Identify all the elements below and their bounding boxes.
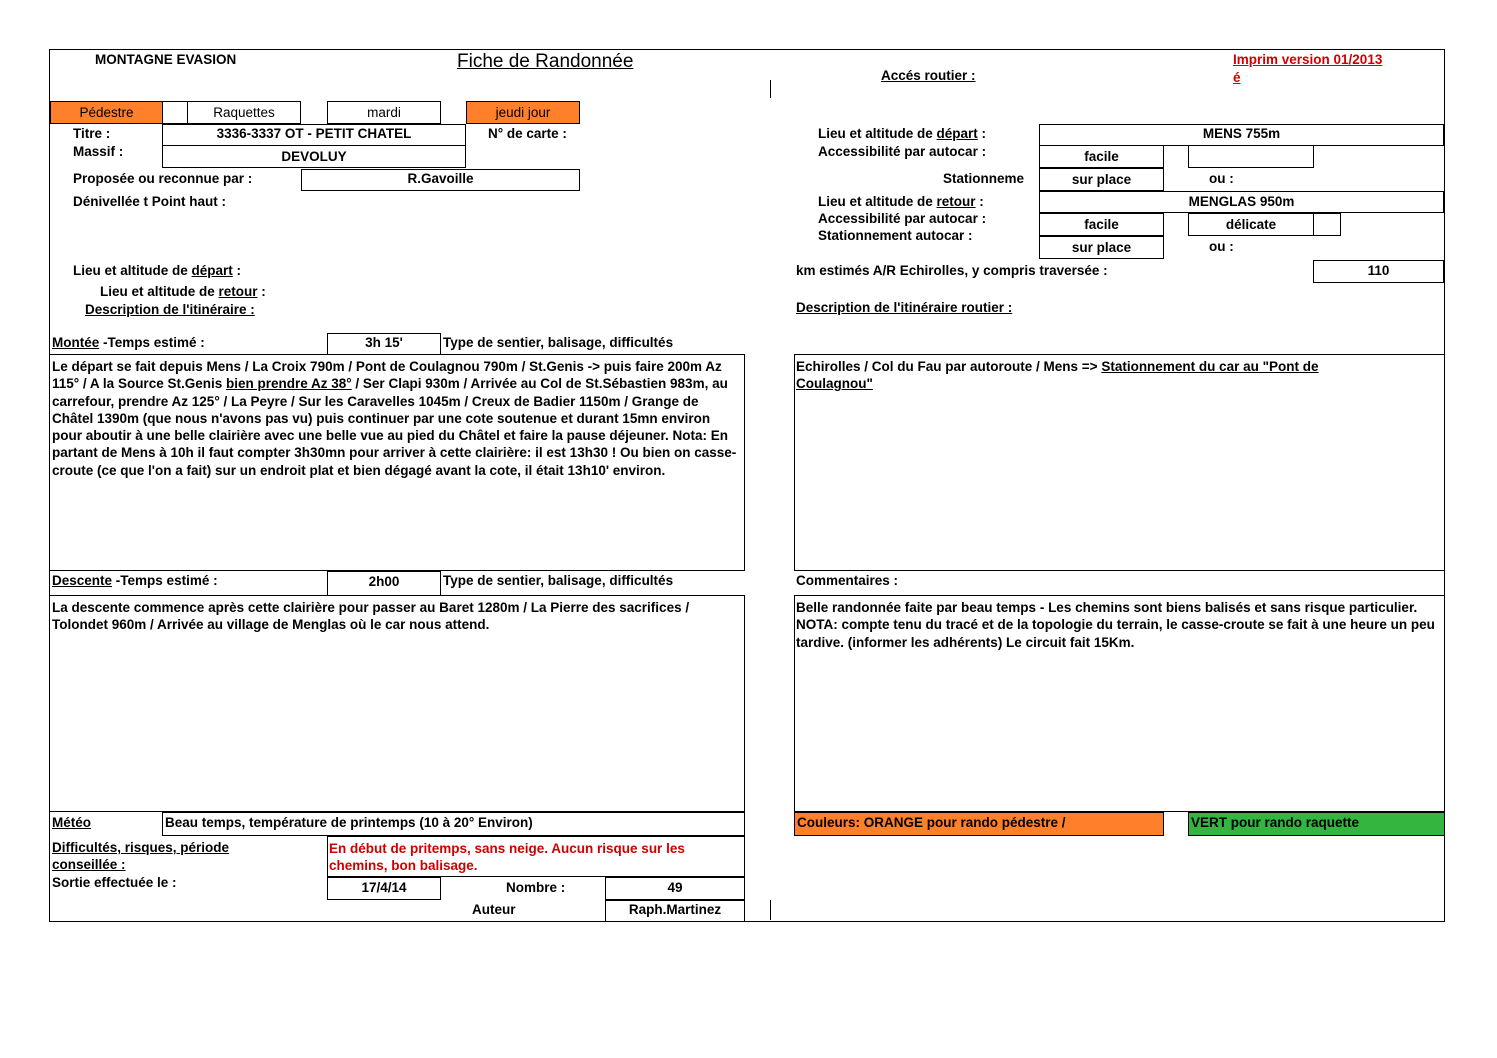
- descente-time: 2h00: [327, 571, 441, 596]
- massif-value: DEVOLUY: [162, 145, 466, 168]
- massif-label: Massif :: [73, 144, 124, 159]
- meteo-value: Beau temps, température de printemps (10 à 20° Environ): [162, 812, 745, 836]
- pedestre-check: [162, 101, 188, 124]
- right-depart-label: Lieu et altitude de départ :: [818, 126, 987, 141]
- page-title: Fiche de Randonnée: [457, 51, 634, 72]
- couleurs-orange: Couleurs: ORANGE pour rando pédestre /: [794, 812, 1164, 836]
- commentaires-label: Commentaires :: [796, 573, 899, 588]
- pedestre-cell: Pédestre: [50, 101, 163, 124]
- descente-text: La descente commence après cette clairière pour passer au Baret 1280m / La Pierre des sacrifices / Tolondet 960m / Arrivée au village de Menglas où le car nous attend.: [52, 600, 690, 633]
- access2-value2: délicate: [1188, 213, 1314, 236]
- version-line-2: é: [1233, 70, 1241, 85]
- access2-value: facile: [1039, 213, 1164, 236]
- difficultes-label-2: conseillée :: [52, 857, 126, 872]
- access1-empty: [1188, 145, 1314, 168]
- desc-itineraire-label: Description de l'itinéraire :: [85, 302, 255, 317]
- commentaires-text: Belle randonnée faite par beau temps - Les chemins sont biens balisés et sans risque particulier. NOTA: compte tenu du tracé et de la topologie du terrain, le casse-croute se fait à une heure un peu tardive. (informer les adhérents) Le circuit fait 15Km.: [796, 600, 1435, 650]
- km-value: 110: [1313, 260, 1444, 283]
- right-retour-value: MENGLAS 950m: [1039, 191, 1444, 213]
- version-line-1: Imprim version 01/2013: [1233, 52, 1383, 67]
- nombre-value: 49: [605, 877, 745, 900]
- meteo-label: Météo: [52, 815, 92, 830]
- couleurs-green: VERT pour rando raquette: [1188, 812, 1445, 836]
- stationnement1-label: Stationneme: [943, 171, 1025, 186]
- descente-label: Descente -Temps estimé :: [52, 573, 218, 588]
- sortie-date: 17/4/14: [327, 877, 441, 900]
- acces-routier-heading: Accés routier :: [881, 68, 976, 83]
- titre-label: Titre :: [73, 126, 111, 141]
- lieu-depart-label: Lieu et altitude de départ :: [73, 263, 242, 278]
- right-retour-label: Lieu et altitude de retour :: [818, 194, 984, 209]
- club-name: MONTAGNE EVASION: [95, 52, 237, 67]
- lieu-retour-label: Lieu et altitude de retour :: [100, 284, 266, 299]
- stationnement1-value: sur place: [1039, 168, 1164, 191]
- auteur-value: Raph.Martinez: [605, 900, 745, 922]
- right-depart-value: MENS 755m: [1039, 124, 1444, 146]
- access2-label: Accessibilité par autocar :: [818, 211, 987, 226]
- header-separator: [770, 80, 771, 98]
- difficultes-value: En début de pritemps, sans neige. Aucun risque sur les chemins, bon balisage.: [329, 841, 685, 874]
- routier-text: Echirolles / Col du Fau par autoroute / Mens => Stationnement du car au "Pont de Coulagnou": [796, 359, 1319, 392]
- footer-separator: [770, 900, 771, 920]
- descente-type: Type de sentier, balisage, difficultés: [443, 573, 674, 588]
- stationnement2-value: sur place: [1039, 236, 1164, 259]
- stationnement2-label: Stationnement autocar :: [818, 228, 973, 243]
- access2-empty: [1313, 213, 1341, 236]
- proposee-value: R.Gavoille: [301, 169, 580, 191]
- montee-label: Montée -Temps estimé :: [52, 335, 205, 350]
- auteur-label: Auteur: [472, 902, 516, 917]
- raquettes-cell: Raquettes: [187, 101, 301, 124]
- access1-label: Accessibilité par autocar :: [818, 144, 987, 159]
- denivelee-label: Dénivellée t Point haut :: [73, 194, 227, 209]
- desc-routier-label: Description de l'itinéraire routier :: [796, 300, 1013, 315]
- montee-type: Type de sentier, balisage, difficultés: [443, 335, 674, 350]
- ou1-label: ou :: [1209, 171, 1234, 186]
- jeudi-cell: jeudi jour: [466, 101, 580, 124]
- difficultes-label-1: Difficultés, risques, période: [52, 840, 230, 855]
- montee-text: Le départ se fait depuis Mens / La Croix 790m / Pont de Coulagnou 790m / St.Genis -> puis faire 200m Az 115° / A la Source St.Genis bien prendre Az 38° / Ser Clapi 930m / Arrivée au Col de St.Sébastien 983m, au carrefour, prendre Az 125° / La Peyre / Sur les Caravelles 1045m / Creux de Badier 1150m / Grange de Châtel 1390m (que nous n'avons pas vu) puis continuer par une cote soutenue et durant 15mn environ pour aboutir à une belle clairière avec une belle vue au pied du Châtel et faire la pause déjeuner. Nota: En partant de Mens à 10h il faut compter 3h30mn pour arriver à cette clairière: il est 13h30 ! Ou bien on casse-croute (ce que l'on a fait) sur un endroit plat et bien dégagé avant la cote, il était 13h10' environ.: [52, 359, 737, 478]
- day-cell: mardi: [327, 101, 441, 124]
- titre-value: 3336-3337 OT - PETIT CHATEL: [162, 124, 466, 146]
- montee-time: 3h 15': [327, 333, 441, 355]
- nombre-label: Nombre :: [506, 880, 566, 895]
- sortie-label: Sortie effectuée le :: [52, 875, 177, 890]
- carte-label: N° de carte :: [488, 126, 567, 141]
- proposee-label: Proposée ou reconnue par :: [73, 171, 253, 186]
- access1-value: facile: [1039, 145, 1164, 168]
- km-label: km estimés A/R Echirolles, y compris traversée :: [796, 263, 1108, 278]
- ou2-label: ou :: [1209, 239, 1234, 254]
